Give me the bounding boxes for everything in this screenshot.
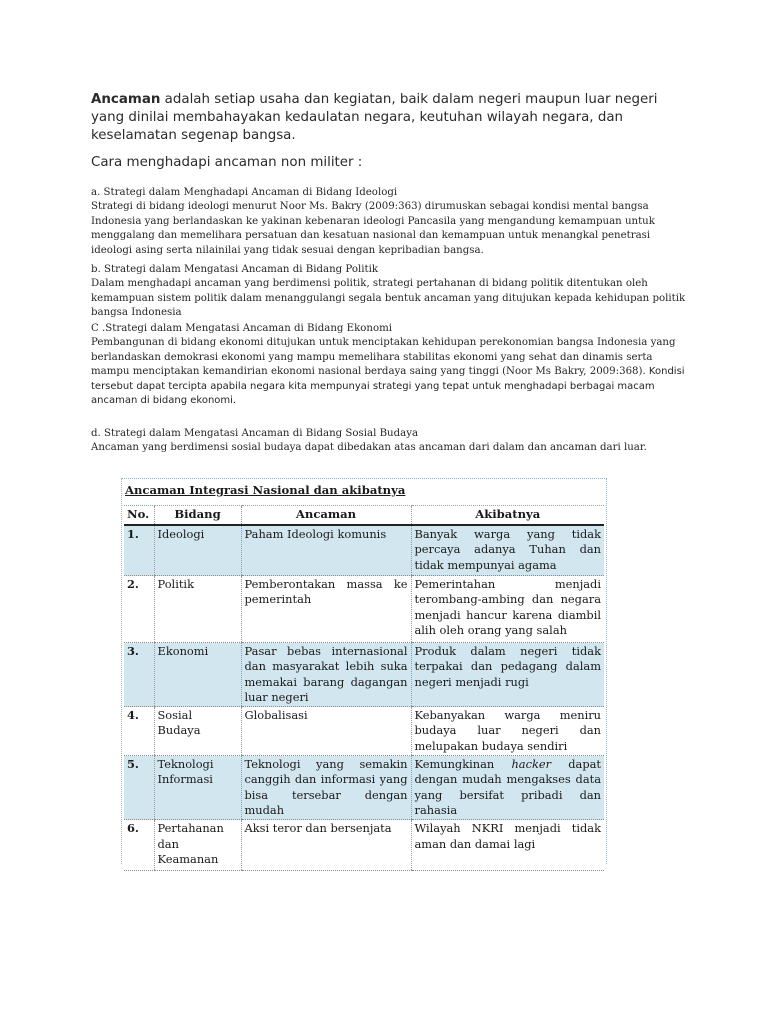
threat-table-image: [121, 478, 607, 864]
strategy-ideologi: [91, 186, 691, 258]
strategy-ekonomi-heading: C .Strategi dalam Mengatasi Ancaman di Bidang Ekonomi: [91, 323, 393, 334]
table-row: [124, 756, 604, 820]
strategy-ideologi-body: Strategi di bidang ideologi menurut Noor Ms. Bakry (2009:363) dirumuskan sebagai kondisi mental bangsa Indonesia yang berlandaskan ke yakinan kebenaran ideologi Pancasila yang mengandung kemampuan untuk menggalang dan memelihara persatuan dan kesatuan nasional dan kemampuan untuk menangkal penetrasi ideologi asing serta nilainilai yang tidak sesuai dengan kepribadian bangsa.: [91, 201, 655, 256]
strategy-politik-heading: b. Strategi dalam Mengatasi Ancaman di Bidang Politik: [91, 264, 379, 275]
row-number: 4.: [124, 707, 154, 756]
table-row: [124, 525, 604, 576]
row-number: 6.: [124, 820, 154, 871]
row-bidang: Ekonomi: [154, 643, 241, 707]
header-no: No.: [124, 506, 154, 526]
row-number: 3.: [124, 643, 154, 707]
row-bidang: Politik: [154, 576, 241, 643]
intro-definition: adalah setiap usaha dan kegiatan, baik dalam negeri maupun luar negeri yang dinilai membahayakan kedaulatan negara, keutuhan wilayah negara, dan keselamatan segenap bangsa.: [91, 92, 658, 143]
table-header-row: [124, 506, 604, 526]
row-ancaman: Pasar bebas internasional dan masyarakat lebih suka memakai barang dagangan luar negeri: [241, 643, 411, 707]
strategy-sosial-budaya: [91, 427, 691, 456]
row-akibat: [411, 756, 604, 820]
row-bidang: Pertahanan dan Keamanan: [154, 820, 241, 871]
row-ancaman: Paham Ideologi komunis: [241, 525, 411, 576]
row-bidang: Sosial Budaya: [154, 707, 241, 756]
intro-term: Ancaman: [91, 92, 161, 107]
strategy-ekonomi: [91, 322, 691, 408]
row-ancaman: Pemberontakan massa ke pemerintah: [241, 576, 411, 643]
strategy-ekonomi-body: Pembangunan di bidang ekonomi ditujukan untuk menciptakan kehidupan perekonomian bangsa Indonesia yang berlandaskan demokrasi ekonomi yang mampu memelihara stabilitas ekonomi yang sehat dan dinamis serta mampu menciptakan kemandirian ekonomi nasional berdaya saing yang tinggi (Noor Ms Bakry, 2009:368).: [91, 337, 676, 378]
row-akibat-emphasis: hacker: [511, 757, 552, 772]
strategy-sosial-budaya-heading: d. Strategi dalam Mengatasi Ancaman di Bidang Sosial Budaya: [91, 428, 419, 439]
strategy-politik-body: Dalam menghadapi ancaman yang berdimensi politik, strategi pertahanan di bidang politik ditentukan oleh kemampuan sistem politik dalam menanggulangi segala bentuk ancaman yang ditujukan kepada kehidupan politik bangsa Indonesia: [91, 278, 686, 319]
strategy-politik: [91, 263, 691, 321]
table-row: [124, 643, 604, 707]
header-ancaman: Ancaman: [241, 506, 411, 526]
row-number: 5.: [124, 756, 154, 820]
strategy-sosial-budaya-body: Ancaman yang berdimensi sosial budaya dapat dibedakan atas ancaman dari dalam dan ancaman dari luar.: [91, 442, 647, 454]
intro-paragraph: [91, 91, 691, 145]
strategy-ideologi-heading: a. Strategi dalam Menghadapi Ancaman di Bidang Ideologi: [91, 187, 398, 198]
section-heading-cara: Cara menghadapi ancaman non militer :: [91, 155, 363, 170]
strategy-ekonomi-tail: Kondisi tersebut dapat tercipta apabila negara kita mempunyai strategi yang tepat untuk menghadapi berbagai macam ancaman di bidang ekonomi.: [91, 366, 685, 407]
strategy-ekonomi-body-wrap: [91, 336, 691, 408]
table-row: [124, 576, 604, 643]
row-ancaman: Globalisasi: [241, 707, 411, 756]
row-ancaman: Teknologi yang semakin canggih dan informasi yang bisa tersebar dengan mudah: [241, 756, 411, 820]
row-bidang: Ideologi: [154, 525, 241, 576]
header-bidang: Bidang: [154, 506, 241, 526]
row-number: 1.: [124, 525, 154, 576]
table-row: [124, 707, 604, 756]
header-akibatnya: Akibatnya: [411, 506, 604, 526]
row-akibat: Pemerintahan menjadi terombang-ambing dan negara menjadi hancur karena diambil alih oleh orang yang salah: [411, 576, 604, 643]
row-akibat: Wilayah NKRI menjadi tidak aman dan damai lagi: [411, 820, 604, 871]
row-ancaman: Aksi teror dan bersenjata: [241, 820, 411, 871]
row-bidang: Teknologi Informasi: [154, 756, 241, 820]
table-title: Ancaman Integrasi Nasional dan akibatnya: [125, 483, 406, 497]
row-akibat-post: dapat dengan mudah mengakses data yang bersifat pribadi dan rahasia: [414, 757, 601, 817]
row-akibat: Produk dalam negeri tidak terpakai dan pedagang dalam negeri menjadi rugi: [411, 643, 604, 707]
row-akibat: Kebanyakan warga meniru budaya luar negeri dan melupakan budaya sendiri: [411, 707, 604, 756]
threat-table: [124, 505, 604, 871]
row-akibat-pre: Kemungkinan: [414, 757, 512, 772]
row-number: 2.: [124, 576, 154, 643]
row-akibat: Banyak warga yang tidak percaya adanya Tuhan dan tidak mempunyai agama: [411, 525, 604, 576]
table-row: [124, 820, 604, 871]
